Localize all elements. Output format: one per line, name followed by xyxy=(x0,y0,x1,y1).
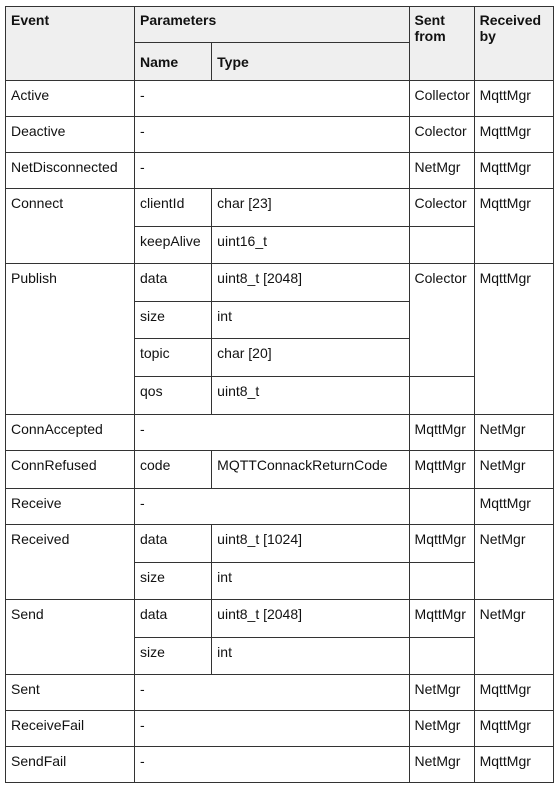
event-cell: Sent xyxy=(6,675,135,711)
parameters-cell: - xyxy=(135,747,410,783)
parameters-cell: - xyxy=(135,153,410,189)
table-row xyxy=(6,81,554,117)
received-by-cell: MqttMgr xyxy=(474,153,553,189)
table-row xyxy=(6,600,554,638)
param-type-cell: uint8_t [2048] xyxy=(212,264,409,302)
param-type-cell: int xyxy=(212,563,409,600)
header-row xyxy=(6,7,554,43)
table-row xyxy=(6,415,554,451)
sent-from-cell: Colector xyxy=(409,189,474,227)
table-row xyxy=(6,451,554,489)
event-cell: Deactive xyxy=(6,117,135,153)
event-cell: ConnAccepted xyxy=(6,415,135,451)
sent-from-cell xyxy=(409,563,474,600)
parameters-cell: - xyxy=(135,415,410,451)
sent-from-cell: NetMgr xyxy=(409,747,474,783)
param-name-cell: data xyxy=(135,600,212,638)
table-row xyxy=(6,747,554,783)
param-name-cell: topic xyxy=(135,339,212,377)
param-type-cell: MQTTConnackReturnCode xyxy=(212,451,409,489)
event-cell: ReceiveFail xyxy=(6,711,135,747)
event-cell: Publish xyxy=(6,264,135,415)
parameters-cell: - xyxy=(135,675,410,711)
table-row xyxy=(6,711,554,747)
received-by-cell: NetMgr xyxy=(474,451,553,489)
param-name-cell: code xyxy=(135,451,212,489)
table-row xyxy=(6,153,554,189)
received-by-cell: MqttMgr xyxy=(474,117,553,153)
received-by-cell: MqttMgr xyxy=(474,489,553,525)
event-cell: Send xyxy=(6,600,135,675)
header-parameters: Parameters xyxy=(135,7,410,43)
table-body xyxy=(6,81,554,783)
received-by-cell: MqttMgr xyxy=(474,81,553,117)
table-row xyxy=(6,525,554,563)
received-by-cell: MqttMgr xyxy=(474,711,553,747)
sent-from-cell: Colector xyxy=(409,117,474,153)
event-cell: Receive xyxy=(6,489,135,525)
event-cell: Active xyxy=(6,81,135,117)
parameters-cell: - xyxy=(135,117,410,153)
header-received-by: Received by xyxy=(474,7,553,81)
sent-from-cell: NetMgr xyxy=(409,153,474,189)
event-cell: Received xyxy=(6,525,135,600)
param-type-cell: char [20] xyxy=(212,339,409,377)
sent-from-cell xyxy=(409,377,474,415)
table-row xyxy=(6,489,554,525)
sent-from-cell xyxy=(409,489,474,525)
received-by-cell: MqttMgr xyxy=(474,675,553,711)
param-type-cell: uint8_t xyxy=(212,377,409,415)
event-cell: Connect xyxy=(6,189,135,264)
sent-from-cell: NetMgr xyxy=(409,711,474,747)
sent-from-cell xyxy=(409,227,474,264)
table-row xyxy=(6,264,554,302)
param-type-cell: int xyxy=(212,302,409,339)
parameters-cell: - xyxy=(135,489,410,525)
sent-from-cell: MqttMgr xyxy=(409,451,474,489)
param-name-cell: size xyxy=(135,302,212,339)
received-by-cell: NetMgr xyxy=(474,415,553,451)
sent-from-cell xyxy=(409,638,474,675)
param-type-cell: char [23] xyxy=(212,189,409,227)
param-type-cell: uint8_t [1024] xyxy=(212,525,409,563)
parameters-cell: - xyxy=(135,81,410,117)
param-name-cell: size xyxy=(135,638,212,675)
event-cell: SendFail xyxy=(6,747,135,783)
received-by-cell: MqttMgr xyxy=(474,747,553,783)
parameters-cell: - xyxy=(135,711,410,747)
table-row xyxy=(6,675,554,711)
param-name-cell: keepAlive xyxy=(135,227,212,264)
header-event: Event xyxy=(6,7,135,81)
sent-from-cell: Collector xyxy=(409,81,474,117)
param-name-cell: size xyxy=(135,563,212,600)
events-table xyxy=(5,6,554,783)
sent-from-cell: NetMgr xyxy=(409,675,474,711)
sent-from-cell: MqttMgr xyxy=(409,415,474,451)
param-name-cell: data xyxy=(135,264,212,302)
header-type: Type xyxy=(212,43,409,81)
param-name-cell: qos xyxy=(135,377,212,415)
table-row xyxy=(6,189,554,227)
param-type-cell: uint8_t [2048] xyxy=(212,600,409,638)
param-type-cell: int xyxy=(212,638,409,675)
table-row xyxy=(6,117,554,153)
header-sent-from: Sent from xyxy=(409,7,474,81)
event-cell: ConnRefused xyxy=(6,451,135,489)
param-type-cell: uint16_t xyxy=(212,227,409,264)
received-by-cell: NetMgr xyxy=(474,600,553,675)
param-name-cell: clientId xyxy=(135,189,212,227)
header-name: Name xyxy=(135,43,212,81)
event-cell: NetDisconnected xyxy=(6,153,135,189)
received-by-cell: MqttMgr xyxy=(474,189,553,264)
received-by-cell: MqttMgr xyxy=(474,264,553,415)
received-by-cell: NetMgr xyxy=(474,525,553,600)
param-name-cell: data xyxy=(135,525,212,563)
table-header xyxy=(6,7,554,81)
sent-from-cell: MqttMgr xyxy=(409,525,474,563)
sent-from-cell: MqttMgr xyxy=(409,600,474,638)
sent-from-cell: Colector xyxy=(409,264,474,377)
